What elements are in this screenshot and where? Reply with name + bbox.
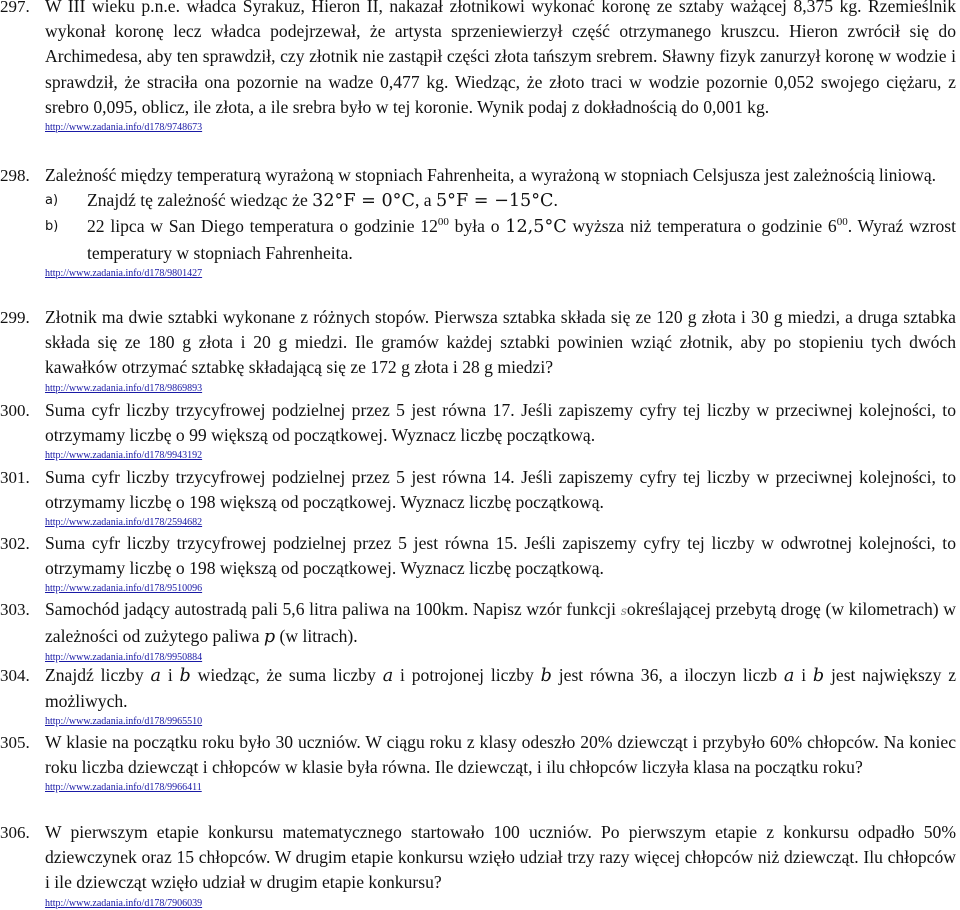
problem-number: 298. [0,166,30,185]
problem-link[interactable]: http://www.zadania.info/d178/9801427 [45,267,203,279]
problem-300 [0,398,960,462]
subproblem-text: . [553,190,558,211]
problem-text-part: określającej przebytą drogę (w kilometrach) w zależności od zużytego paliwa [45,599,957,647]
problem-text-part: jest równa 36, a iloczyn liczb [558,665,778,685]
problem-297 [0,0,960,134]
math-variable: a [783,666,795,686]
problem-text: Zależność między temperaturą wyrażoną w stopniach Fahrenheita, a wyrażoną w stopniach Celsjusza jest zależnością liniową. [45,165,937,185]
subproblem-text: wyższa niż temperatura o godzinie 6 [572,216,837,237]
problem-text-part: i [167,665,173,685]
subproblem-text: , a [414,190,432,211]
problem-link[interactable]: http://www.zadania.info/d178/9869893 [45,382,203,394]
problem-303 [0,597,960,664]
math-variable: a [150,666,161,686]
subproblem-label: b) [45,219,59,235]
math-expression: 5°F = −15°C [435,191,554,212]
problem-link[interactable]: http://www.zadania.info/d178/9943192 [45,450,203,462]
problem-text: Złotnik ma dwie sztabki wykonane z różnych stopów. Pierwsza sztabka składa się ze 120 g złota i 30 g miedzi, a druga sztabka składa się ze 180 g złota i 20 g miedzi. Ile gramów każdej sztabki powinien wziąć złotnik, aby po stopieniu tych dwóch kawałków otrzymać sztabkę składającą się ze 172 g złota i 28 g miedzi? [45,307,956,378]
problem-text [45,597,956,650]
math-variable: s [620,604,627,618]
problem-305 [0,730,960,794]
math-expression: 32°F = 0°C [312,191,415,212]
math-variable: a [382,666,394,686]
problem-number: 306. [0,823,30,842]
problem-302 [0,531,960,595]
problem-text-part: wiedząc, że suma liczby [197,665,376,685]
problem-link[interactable]: http://www.zadania.info/d178/9950884 [45,652,203,664]
problem-number: 299. [0,308,30,327]
problem-text-part: (w litrach). [279,626,358,647]
problem-number: 300. [0,401,30,420]
problem-text: W klasie na początku roku było 30 uczniów. W ciągu roku z klasy odeszło 20% dziewcząt i przybyło 60% chłopców. Na koniec roku liczba dziewcząt i chłopców w klasie była równa. Ile dziewcząt, i ilu chłopców liczyła klasa na początku roku? [45,732,956,778]
subproblem-text: była o [454,216,500,237]
problem-text: Suma cyfr liczby trzycyfrowej podzielnej przez 5 jest równa 17. Jeśli zapiszemy cyfry tej liczby w przeciwnej kolejności, to otrzymamy liczbę o 99 większą od początkowej. Wyznacz liczbę początkową. [45,400,956,446]
problem-number: 302. [0,534,30,553]
problem-link[interactable]: http://www.zadania.info/d178/9965510 [45,716,203,728]
superscript: 00 [836,216,848,229]
math-expression: 12,5°C [505,217,567,238]
math-variable: b [540,666,552,686]
problem-text: W pierwszym etapie konkursu matematycznego startowało 100 uczniów. Po pierwszym etapie z konkursu odpadło 50% dziewczynek oraz 15 chłopców. W drugim etapie konkursu wzięło udział trzy razy więcej chłopców niż dziewcząt. Ilu chłopców i ile dziewcząt wzięło udział w drugim etapie konkursu? [45,822,956,893]
problem-number: 297. [0,0,30,16]
subproblem-text: 22 lipca w San Diego temperatura o godzinie 12 [87,216,438,237]
problem-link[interactable]: http://www.zadania.info/d178/9748673 [45,122,203,134]
problem-number: 303. [0,600,30,619]
problem-301 [0,465,960,529]
problem-text [45,663,956,714]
math-variable: b [812,666,825,686]
problem-link[interactable]: http://www.zadania.info/d178/2594682 [45,517,203,529]
math-variable: p [263,627,276,648]
problem-text-part: Znajdź liczby [45,665,144,685]
subproblem-a [45,188,956,214]
problem-text-part: i [801,665,807,685]
subproblem-text: Znajdź tę zależność wiedząc że [87,190,308,211]
superscript: 00 [437,216,449,229]
math-variable: b [179,666,191,686]
problem-text: Suma cyfr liczby trzycyfrowej podzielnej przez 5 jest równa 15. Jeśli zapiszemy cyfry tej liczby w odwrotnej kolejności, to otrzymamy liczbę o 198 większą od początkowej. Wyznacz liczbę początkową. [45,533,956,579]
subproblem-text: . Wyraź wzrost temperatury w stopniach Fahrenheita. [87,216,957,263]
problem-text: Suma cyfr liczby trzycyfrowej podzielnej przez 5 jest równa 14. Jeśli zapiszemy cyfry tej liczby w przeciwnej kolejności, to otrzymamy liczbę o 198 większą od początkowej. Wyznacz liczbę początkową. [45,467,956,513]
problem-text-part: jest największy z możliwych. [45,665,957,712]
problem-306 [0,820,960,910]
subproblem-label: a) [45,193,59,209]
problem-link[interactable]: http://www.zadania.info/d178/7906039 [45,897,203,909]
problem-298 [0,163,960,280]
problem-text-part: i potrojonej liczby [400,665,534,685]
problem-299 [0,305,960,395]
problem-text-part: Samochód jadący autostradą pali 5,6 litra paliwa na 100km. Napisz wzór funkcji [45,599,617,619]
problem-number: 304. [0,666,30,685]
problem-text: W III wieku p.n.e. władca Syrakuz, Hieron II, nakazał złotnikowi wykonać koronę ze sztaby ważącej 8,375 kg. Rzemieślnik wykonał koronę lecz władca podejrzewał, że artysta sprzeniewierzył część otrzymanego kruszcu. Hieron zwrócił się do Archimedesa, aby ten sprawdził, czy złotnik nie zastąpił części złota tańszym srebrem. Sławny fizyk zanurzył koronę w wodzie i sprawdził, że straciła ona pozornie na wadze 0,477 kg. Wiedząc, że złoto traci w wodzie pozornie 0,052 swojego ciężaru, z srebro 0,095, oblicz, ile złota, a ile srebra było w tej koronie. Wynik podaj z dokładnością do 0,001 kg. [45,0,956,117]
problem-link[interactable]: http://www.zadania.info/d178/9966411 [45,782,202,794]
problem-number: 301. [0,468,30,487]
problem-link[interactable]: http://www.zadania.info/d178/9510096 [45,583,203,595]
problem-304 [0,663,960,728]
subproblem-b [45,214,956,265]
problem-number: 305. [0,733,30,752]
